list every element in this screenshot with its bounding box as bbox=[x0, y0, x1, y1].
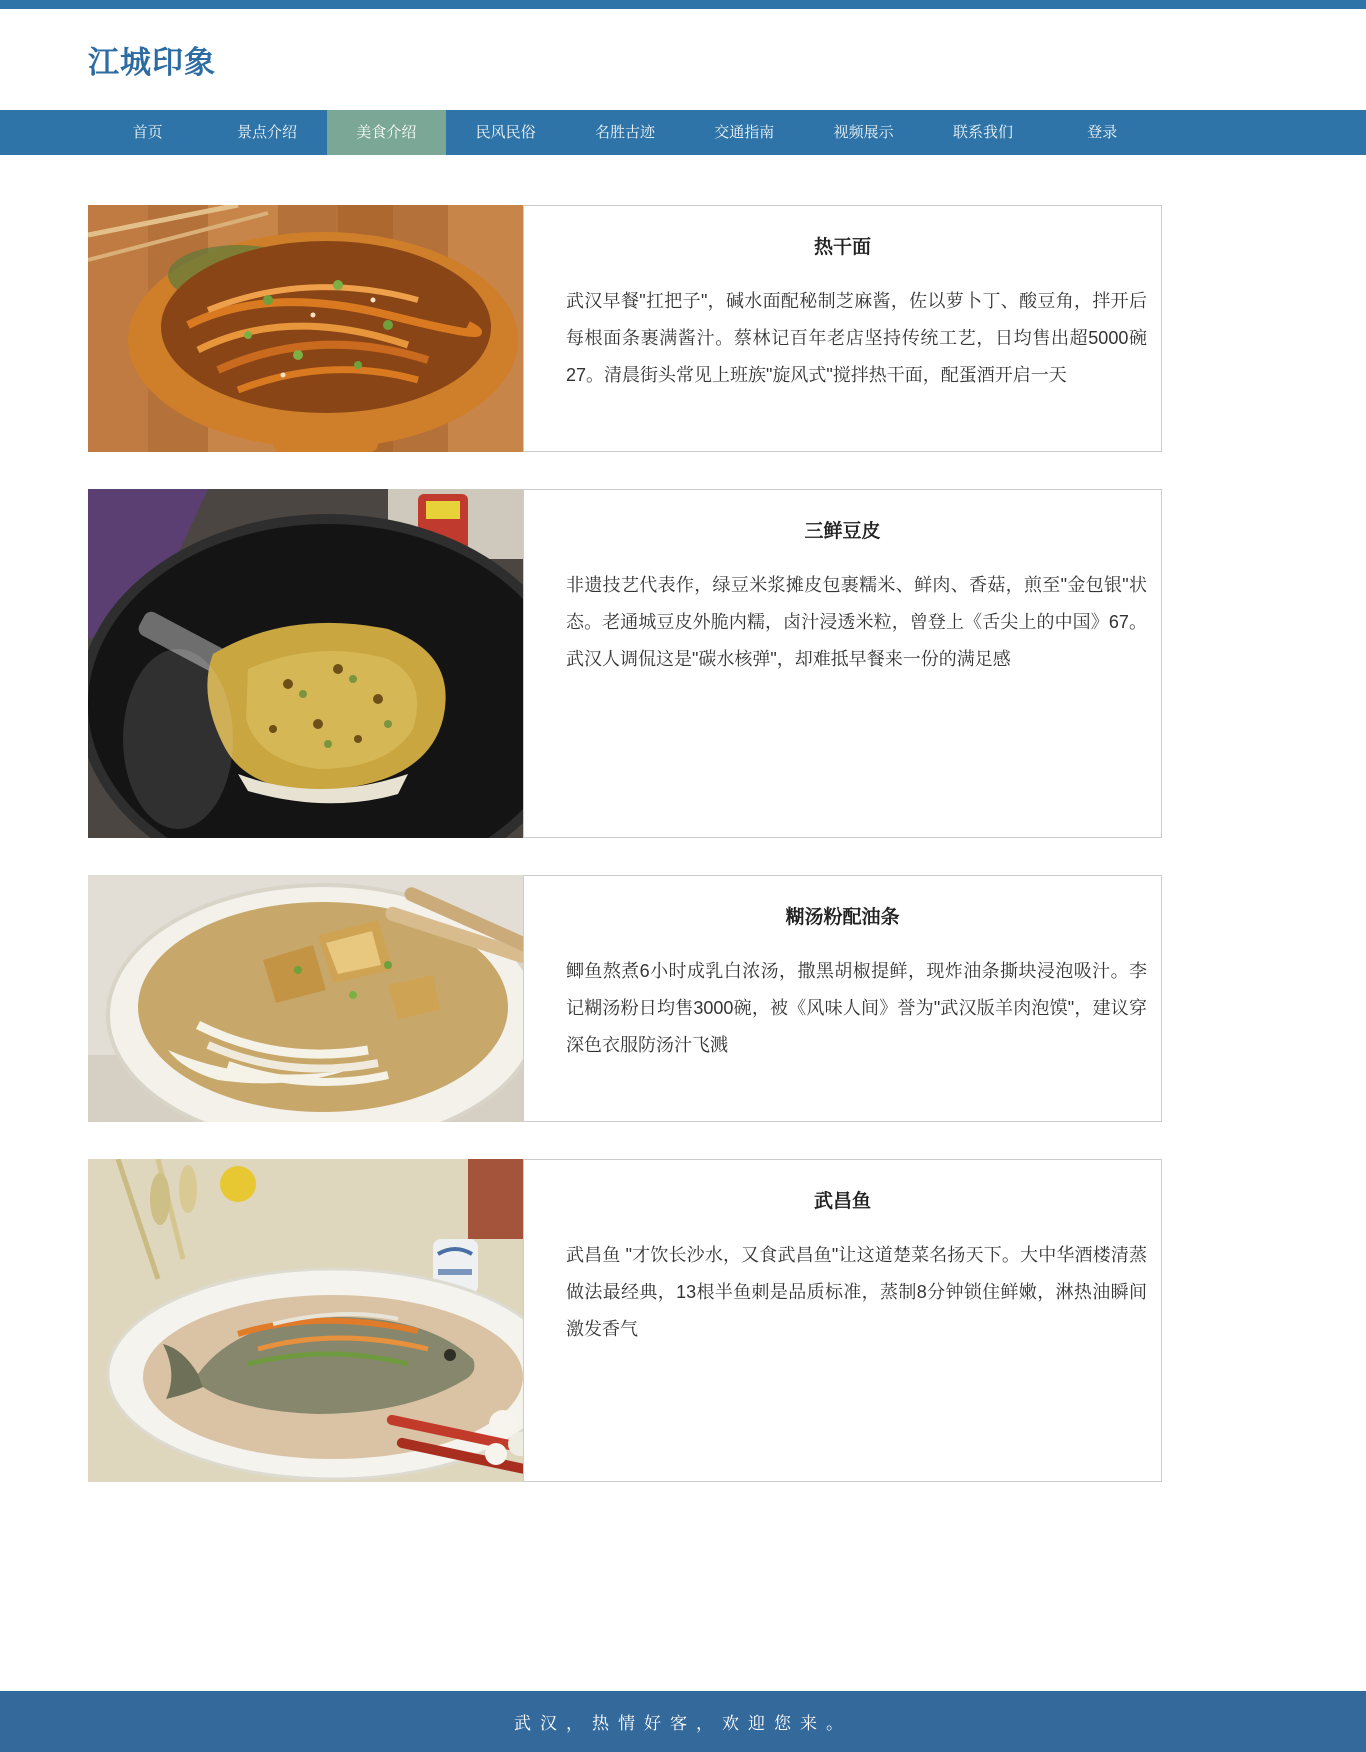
nav-item-video[interactable]: 视频展示 bbox=[833, 124, 894, 141]
nav-item-transport-guide[interactable]: 交通指南 bbox=[714, 124, 775, 141]
hot-dry-noodles-photo bbox=[88, 205, 523, 452]
food-list bbox=[88, 155, 1162, 1482]
card-title: 糊汤粉配油条 bbox=[785, 907, 900, 928]
doupi-image bbox=[88, 489, 523, 838]
site-footer bbox=[0, 1691, 1366, 1752]
card-description: 非遗技艺代表作，绿豆米浆摊皮包裹糯米、鲜肉、香菇，煎至"金包银"状态。老通城豆皮外脆内糯，卤汁浸透米粒，曾登上《舌尖上的中国》67。武汉人调侃这是"碳水核弹"，却难抵早餐来一份的满足感 bbox=[566, 575, 1147, 669]
doupi-photo bbox=[88, 489, 523, 838]
card-description: 武汉早餐"扛把子"，碱水面配秘制芝麻酱，佐以萝卜丁、酸豆角，拌开后每根面条裹满酱汁。蔡林记百年老店坚持传统工艺，日均售出超5000碗27。清晨街头常见上班族"旋风式"搅拌热干面，配蛋酒开启一天 bbox=[566, 291, 1147, 385]
card-title: 武昌鱼 bbox=[813, 1191, 871, 1212]
food-card bbox=[88, 875, 1162, 1122]
nav-item-login[interactable]: 登录 bbox=[1087, 124, 1118, 141]
card-title: 热干面 bbox=[813, 237, 871, 258]
top-accent-bar bbox=[0, 0, 1366, 9]
food-card bbox=[88, 1159, 1162, 1482]
nav-item-food[interactable]: 美食介绍 bbox=[327, 110, 446, 155]
food-card bbox=[88, 205, 1162, 452]
wuchang-fish-photo bbox=[88, 1159, 523, 1482]
main-nav bbox=[0, 110, 1366, 155]
site-title: 江城印象 bbox=[88, 45, 216, 80]
footer-slogan: 武汉，热情好客，欢迎您来。 bbox=[514, 1714, 852, 1733]
site-header bbox=[0, 9, 1366, 110]
wuchang-fish-image bbox=[88, 1159, 523, 1482]
card-panel bbox=[523, 1159, 1162, 1482]
card-description: 武昌鱼 "才饮长沙水，又食武昌鱼"让这道楚菜名扬天下。大中华酒楼清蒸做法最经典，13根半鱼刺是品质标准，蒸制8分钟锁住鲜嫩，淋热油瞬间激发香气 bbox=[566, 1245, 1147, 1339]
nav-item-home[interactable]: 首页 bbox=[132, 124, 163, 141]
footer-spacer bbox=[0, 1519, 1366, 1691]
card-description: 鲫鱼熬煮6小时成乳白浓汤，撒黑胡椒提鲜，现炸油条撕块浸泡吸汁。李记糊汤粉日均售3000碗，被《风味人间》誉为"武汉版羊肉泡馍"，建议穿深色衣服防汤汁飞溅 bbox=[566, 961, 1147, 1055]
card-panel bbox=[523, 489, 1162, 838]
hot-dry-noodles-image bbox=[88, 205, 523, 452]
nav-list bbox=[88, 110, 1162, 155]
card-title: 三鲜豆皮 bbox=[804, 521, 881, 542]
nav-item-historic-sites[interactable]: 名胜古迹 bbox=[594, 124, 655, 141]
hutangfen-photo bbox=[88, 875, 523, 1122]
card-panel bbox=[523, 205, 1162, 452]
food-card bbox=[88, 489, 1162, 838]
nav-item-folk-customs[interactable]: 民风民俗 bbox=[475, 124, 536, 141]
card-panel bbox=[523, 875, 1162, 1122]
nav-item-contact[interactable]: 联系我们 bbox=[952, 124, 1013, 141]
hutangfen-image bbox=[88, 875, 523, 1122]
nav-item-attractions[interactable]: 景点介绍 bbox=[236, 124, 297, 141]
